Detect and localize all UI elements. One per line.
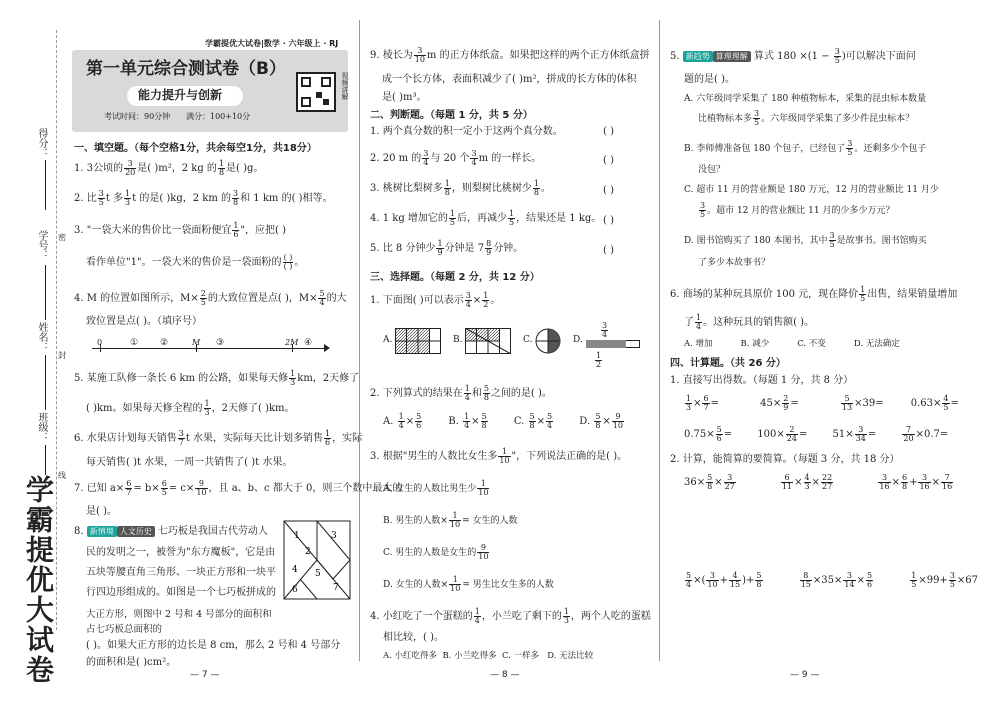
page-title: 第一单元综合测试卷（B） xyxy=(86,59,286,79)
choice-5-b1: B. 李师傅准备包 180 个包子，已经包了 $\frac{3}{5}$ 。还剩多少个包子 xyxy=(684,139,927,157)
seal-mi: 密 xyxy=(58,233,66,242)
calc-row-1: $\frac{1}{3}$ × $\frac{6}{7}$ = 45× $\frac{2}{9}$ = $\frac{5}{13}$ ×39= 0.63× $\frac{4}{5}$ = xyxy=(686,394,959,412)
choice-5-b2: 没包？ xyxy=(698,165,726,175)
tangram-label-3: 3 xyxy=(331,531,337,541)
number-line-0: 0 xyxy=(97,338,103,347)
brand-vertical: 学霸提优大试卷 xyxy=(22,475,55,685)
question-4: 4. M 的位置如图所示，M× $\frac{2}{5}$ 的大致位置是点( )，M× $\frac{5}{4}$ 的大 xyxy=(74,289,347,307)
seal-xian: 线 xyxy=(58,471,66,480)
judge-3: 3. 桃树比梨树多 $\frac{1}{8}$ ，则梨树比桃树少 $\frac{1}{8}$ 。 xyxy=(370,179,551,197)
question-9-cont: 成一个长方体，表面积减少了( )m²，拼成的长方体的体积 xyxy=(382,74,637,85)
number-line xyxy=(92,338,330,360)
section-4-title: 四、计算题。（共 26 分） xyxy=(670,358,786,369)
full-score: 满分：100+10分 xyxy=(186,112,251,121)
option-c-circle xyxy=(535,328,561,354)
question-9-cont2: 是( )m³。 xyxy=(382,92,427,103)
calc-row-3: 36× $\frac{5}{8}$ × $\frac{3}{27}$ $\frac{6}{11}$ × $\frac{4}{3}$ × $\frac{22}{27}$ $\frac{3}{16}$ × $\frac{6}{8}$ + $\frac{3}{16}$ × $\frac{7}{16}$ xyxy=(684,473,953,491)
tangram-label-5: 5 xyxy=(315,569,321,579)
judge-5: 5. 比 8 分钟少 $\frac{1}{9}$ 分钟是 7 $\frac{8}{9}$ 分钟。 xyxy=(370,239,524,257)
question-3-cont: 看作单位"1"。一袋大米的售价是一袋面粉的 ( ) ( ) 。 xyxy=(86,253,305,271)
choice-6: 6. 商场的某种玩具原价 100 元，现在降价 $\frac{1}{5}$ 出售，结果销量增加 xyxy=(670,285,958,303)
subtitle: 能力提升与创新 xyxy=(138,88,223,102)
question-8-line2: 民的发明之一，被誉为"东方魔板"，它是由 xyxy=(86,547,276,558)
tangram-label-1: 1 xyxy=(294,531,300,541)
student-id-label: 学号： xyxy=(36,230,47,260)
number-line-point-3: ③ xyxy=(216,338,225,348)
question-8-line5: 大正方形，则图中 2 号和 4 号部分的面积和占七巧板总面积的 xyxy=(86,609,272,636)
reasoning-tag: 算理理解 xyxy=(713,51,751,62)
number-line-m: M xyxy=(192,338,201,347)
option-a-label: A. xyxy=(383,335,393,345)
question-8-line4: 行四边形组成的。如图是一个七巧板拼成的 xyxy=(86,587,276,598)
choice-1: 1. 下面图( )可以表示 $\frac{3}{4}$ × $\frac{1}{2}$ 。 xyxy=(370,291,501,309)
calc-1-title: 1. 直接写出得数。（每题 1 分，共 8 分） xyxy=(670,375,854,386)
name-underline xyxy=(45,355,46,410)
option-d-label: D. xyxy=(573,335,583,345)
judge-1: 1. 两个真分数的积一定小于这两个真分数。 xyxy=(370,126,563,137)
section-1-title: 一、填空题。（每个空格1分，共余每空1分，共18分） xyxy=(74,143,317,154)
choice-3-option-c: C. 男生的人数是女生的 $\frac{9}{10}$ xyxy=(383,543,489,561)
qr-label: 视频讲解 xyxy=(341,72,349,100)
page-number-9: — 9 — xyxy=(790,670,820,680)
judge-3-paren: ( ) xyxy=(603,185,614,196)
choice-2: 2. 下列算式的结果在 $\frac{1}{4}$ 和 $\frac{5}{8}$ 之间的是( )。 xyxy=(370,384,552,402)
choice-5-d1: D. 图书馆购买了 180 本图书，其中 $\frac{3}{5}$ 是故事书。图书馆购买 xyxy=(684,231,927,249)
question-8-line7: 的面积和是( )cm²。 xyxy=(86,657,177,668)
choice-3-option-a: A. 女生的人数比男生少 $\frac{1}{10}$ xyxy=(383,479,489,497)
question-4-cont: 致位置是点( )。（填序号） xyxy=(86,316,202,327)
choice-3-option-d: D. 女生的人数× $\frac{1}{10}$ = 男生比女生多的人数 xyxy=(383,575,554,593)
judge-2-paren: ( ) xyxy=(603,155,614,166)
page-number-8: — 8 — xyxy=(490,670,520,680)
question-5: 5. 某施工队修一条长 6 km 的公路，如果每天修 $\frac{1}{3}$ km，2天修了 xyxy=(74,369,360,387)
tangram-label-2: 2 xyxy=(305,547,311,557)
choice-5-c2: $\frac{3}{5}$ 。超市 12 月的营业额比 11 月的少多少万元？ xyxy=(700,201,895,219)
question-3: 3. "一袋大米的售价比一袋面粉便宜 $\frac{1}{6}$ "，应把( ) xyxy=(74,221,287,239)
tangram-figure xyxy=(283,520,351,600)
option-a-grid xyxy=(395,328,441,354)
choice-5-d2: 了多少本故事书？ xyxy=(698,258,771,268)
question-6-cont: 每天销售( )t 水果，一周一共销售了( )t 水果。 xyxy=(86,457,293,468)
tangram-label-7: 7 xyxy=(333,583,339,593)
number-line-point-1: ① xyxy=(130,338,139,348)
choice-5-a1: A. 六年级同学采集了 180 种植物标本，采集的昆虫标本数量 xyxy=(684,94,927,104)
question-7-cont: 是( )。 xyxy=(86,506,117,517)
choice-4: 4. 小红吃了一个蛋糕的 $\frac{1}{4}$ ，小兰吃了剩下的 $\frac{1}{3}$ ，两个人吃的蛋糕 xyxy=(370,607,651,625)
question-2: 2. 比 $\frac{3}{5}$ t 多 $\frac{1}{3}$ t 的是( )kg，2 km 的 $\frac{3}{8}$ 和 1 km 的( )相等。 xyxy=(74,189,333,207)
choice-5: 5. 新趋势 算理理解 算式 180 ×(1 − $\frac{3}{5}$ )可以解决下面问 xyxy=(670,47,916,65)
left-margin xyxy=(0,0,72,711)
number-line-2m: 2M xyxy=(285,338,299,347)
choice-5-c1: C. 超市 11 月的营业额是 180 万元，12 月的营业额比 11 月少 xyxy=(684,185,939,195)
number-line-point-4: ④ xyxy=(304,338,313,348)
series-line: 学霸提优大试卷|数学 · 六年级上 · RJ xyxy=(205,39,339,48)
student-id-underline xyxy=(45,265,46,320)
option-d-bar: 3 4 1 2 xyxy=(586,322,642,372)
qr-code-icon xyxy=(296,72,336,112)
column-divider-1 xyxy=(359,20,360,661)
score-label: 得分： xyxy=(36,128,47,158)
judge-5-paren: ( ) xyxy=(603,245,614,256)
question-8-line3: 五块等腰直角三角形、一块正方形和一块平 xyxy=(86,567,276,578)
column-divider-2 xyxy=(659,20,660,661)
choice-4-cont: 相比较，( )。 xyxy=(383,632,444,643)
seal-feng: 封 xyxy=(58,351,66,360)
score-underline xyxy=(45,160,46,210)
calc-2-title: 2. 计算，能简算的要简算。（每题 3 分，共 18 分） xyxy=(670,454,900,465)
tangram-label-6: 6 xyxy=(292,585,298,595)
question-5-cont: ( )km。如果每天修全程的 $\frac{1}{3}$ ，2天修了( )km。 xyxy=(86,399,295,417)
class-label: 班级： xyxy=(36,412,47,442)
page-number-7: — 7 — xyxy=(190,670,220,680)
question-7: 7. 已知 a× $\frac{6}{7}$ = b× $\frac{6}{5}$ = c× $\frac{9}{10}$ ，且 a、b、c 都大于 0，则三个数中最大的 xyxy=(74,479,403,497)
section-3-title: 三、选择题。（每题 2 分，共 12 分） xyxy=(370,272,540,283)
question-1: 1. 3公顷的 $\frac{3}{20}$ 是( )m²，2 kg 的 $\frac{1}{8}$ 是( )g。 xyxy=(74,159,264,177)
calc-row-4: $\frac{5}{4}$ ×( $\frac{3}{10}$ + $\frac{4}{15}$ )+ $\frac{5}{8}$ $\frac{8}{15}$ ×35× $\frac{3}{14}$ × $\frac{5}{6}$ $\frac{1}{5}$ ×99+ $\frac{3}{5}$ ×67 xyxy=(686,571,979,589)
culture-history-tag: 人文历史 xyxy=(117,526,155,537)
choice-6-options: A. 增加 B. 减少 C. 不变 D. 无法确定 xyxy=(684,339,900,349)
question-9: 9. 棱长为 $\frac{3}{10}$ m 的正方体纸盒。如果把这样的两个正方体纸盒拼 xyxy=(370,46,650,64)
choice-2-options: A. $\frac{1}{4}$ × $\frac{5}{6}$ B. $\frac{1}{4}$ × $\frac{5}{8}$ C. $\frac{5}{8}$ × $\frac{5}{4}$ D. $\frac{5}{8}$ × $\frac{9}{10}$ xyxy=(383,412,623,430)
number-line-point-2: ② xyxy=(160,338,169,348)
judge-1-paren: ( ) xyxy=(603,126,614,137)
choice-3: 3. 根据"男生的人数比女生多 $\frac{1}{10}$ "，下列说法正确的是( )。 xyxy=(370,447,628,465)
option-b-grid xyxy=(465,328,511,354)
section-2-title: 二、判断题。（每题 1 分，共 5 分） xyxy=(370,110,533,121)
name-label: 姓名： xyxy=(36,322,47,352)
new-trend-tag: 新趋势 xyxy=(683,51,713,62)
judge-4: 4. 1 kg 增加它的 $\frac{1}{5}$ 后，再减少 $\frac{1}{5}$ ，结果还是 1 kg。 xyxy=(370,209,602,227)
choice-5-cont: 题的是( )。 xyxy=(684,74,735,85)
question-8-line6: ( )。如果大正方形的边长是 8 cm，那么 2 号和 4 号部分 xyxy=(86,640,341,651)
question-8: 8. 新情境 人文历史 七巧板是我国古代劳动人 xyxy=(74,526,268,537)
option-c-label: C. xyxy=(523,335,533,345)
choice-1-options xyxy=(383,322,653,372)
judge-2: 2. 20 m 的 $\frac{3}{4}$ 与 20 个 $\frac{3}{4}$ m 的一样长。 xyxy=(370,149,542,167)
choice-4-options: A. 小红吃得多 B. 小兰吃得多 C. 一样多 D. 无法比较 xyxy=(383,651,594,661)
judge-4-paren: ( ) xyxy=(603,215,614,226)
question-6: 6. 水果店计划每天销售 $\frac{3}{7}$ t 水果，实际每天比计划多销售 $\frac{1}{6}$ ，实际 xyxy=(74,429,363,447)
choice-6-cont: 了 $\frac{1}{4}$ 。这种玩具的销售额( )。 xyxy=(684,313,815,331)
exam-time: 考试时间：90分钟 xyxy=(104,112,171,121)
tangram-label-4: 4 xyxy=(292,565,298,575)
calc-row-2: 0.75× $\frac{5}{6}$ = 100× $\frac{2}{24}$ = 51× $\frac{3}{34}$ = $\frac{7}{20}$ ×0.7= xyxy=(684,425,949,443)
choice-5-a2: 比植物标本多 $\frac{3}{5}$ 。六年级同学采集了多少件昆虫标本？ xyxy=(698,109,915,127)
option-b-label: B. xyxy=(453,335,463,345)
new-context-tag: 新情境 xyxy=(87,526,117,537)
class-underline xyxy=(45,445,46,475)
choice-3-option-b: B. 男生的人数× $\frac{1}{10}$ = 女生的人数 xyxy=(383,511,518,529)
